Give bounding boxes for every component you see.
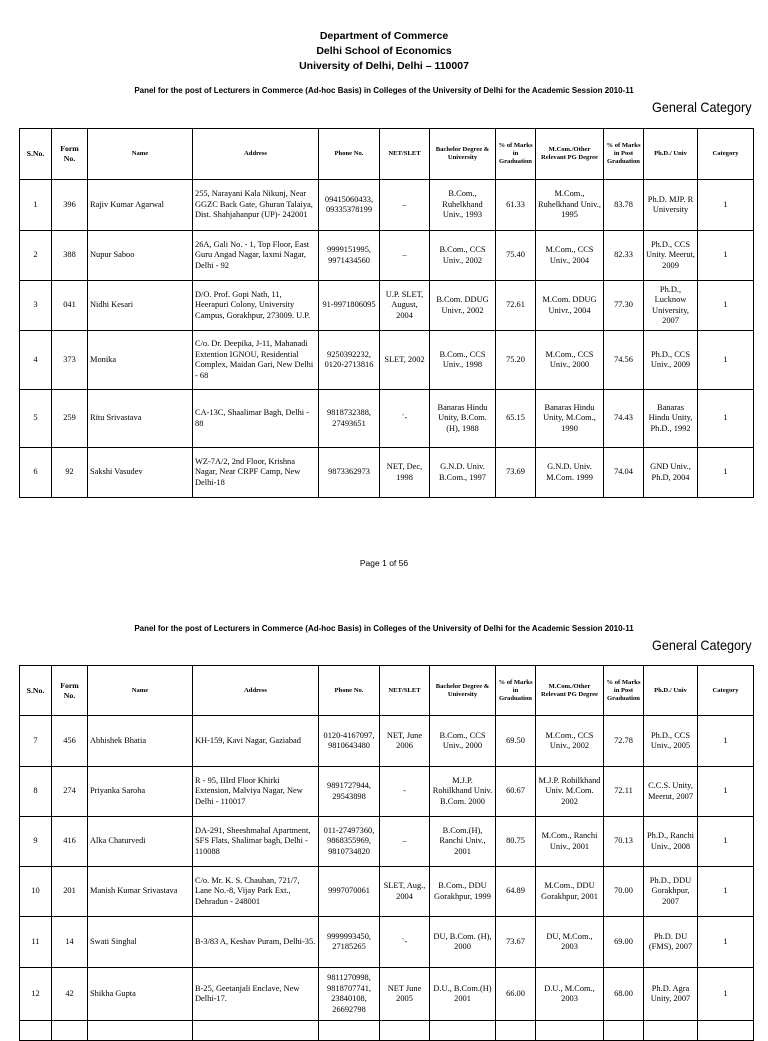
col-grad-marks-cell: 75.20: [496, 331, 536, 390]
col-grad-marks-cell: 60.67: [496, 767, 536, 817]
col-form-no-cell: 396: [52, 180, 88, 231]
candidates-table: [19, 128, 754, 498]
col-category-cell: 1: [698, 390, 754, 448]
col-form-no-cell: 388: [52, 231, 88, 281]
col-pg-degree-cell: M.Com., CCS Univ., 2004: [536, 231, 604, 281]
col-pg-degree-header: M.Com./Other Relevant PG Degree: [536, 129, 604, 180]
col-phone-cell: 9873362973: [319, 448, 380, 498]
col-sno-cell: 1: [20, 180, 52, 231]
col-phone-cell: 9891727944, 29543898: [319, 767, 380, 817]
col-grad-marks-cell: 80.75: [496, 817, 536, 867]
col-category-cell: 1: [698, 917, 754, 968]
col-pg-marks-cell: 74.56: [604, 331, 644, 390]
col-name-cell: Monika: [88, 331, 193, 390]
col-name-cell: Abhishek Bhatia: [88, 716, 193, 767]
col-name-header: Name: [88, 666, 193, 716]
table-row: [20, 180, 754, 231]
department-name: Department of Commerce: [319, 30, 449, 42]
col-grad-marks-cell: 65.15: [496, 390, 536, 448]
col-name-cell: Priyanka Saroha: [88, 767, 193, 817]
col-bachelor-cell: B.Com., CCS Univ., 1998: [430, 331, 496, 390]
col-form-no-cell: 92: [52, 448, 88, 498]
col-form-no-header: Form No.: [52, 666, 88, 716]
col-sno-cell: 7: [20, 716, 52, 767]
col-phd-cell: Ph.D., CCS Univ., 2005: [644, 716, 698, 767]
col-grad-marks-cell: 73.67: [496, 917, 536, 968]
col-pg-degree-cell: Banaras Hindu Unity, M.Com., 1990: [536, 390, 604, 448]
category-label: General Category: [652, 637, 752, 653]
col-address-cell: CA-13C, Shaalimar Bagh, Delhi - 88: [193, 390, 319, 448]
col-phd-cell: Ph.D., CCS Unity. Meerut, 2009: [644, 231, 698, 281]
page-number: Page 1 of 56: [359, 558, 409, 568]
col-phd-header: Ph.D./ Univ: [644, 666, 698, 716]
col-category-cell: 1: [698, 331, 754, 390]
col-name-header: Name: [88, 129, 193, 180]
col-bachelor-cell: B.Com., Ruhelkhand Univ., 1993: [430, 180, 496, 231]
col-net-slet-cell: –: [380, 231, 430, 281]
col-pg-marks-cell: 72.78: [604, 716, 644, 767]
col-address-cell: DA-291, Sheeshmahal Apartment, SFS Flats, Shalimar bagh, Delhi - 110088: [193, 817, 319, 867]
col-address-cell: WZ-7A/2, 2nd Floor, Krishna Nagar, Near CRPF Camp, New Delhi-18: [193, 448, 319, 498]
col-phone-cell: 0120-4167097, 9810643480: [319, 716, 380, 767]
col-sno-cell: 6: [20, 448, 52, 498]
col-name-cell: Shikha Gupta: [88, 968, 193, 1021]
university-name: University of Delhi, Delhi – 110007: [299, 60, 469, 72]
col-phone-cell: 09415060433, 09335378199: [319, 180, 380, 231]
col-grad-marks-cell: 66.00: [496, 968, 536, 1021]
col-phd-header: Ph.D./ Univ: [644, 129, 698, 180]
col-category-cell: 1: [698, 716, 754, 767]
col-pg-degree-cell: M.Com., Ruhelkhand Univ., 1995: [536, 180, 604, 231]
col-name-cell: Sakshi Vasudev: [88, 448, 193, 498]
table-header-row: [20, 129, 754, 180]
col-category-header: Category: [698, 666, 754, 716]
col-net-slet-cell: U.P. SLET, August, 2004: [380, 281, 430, 331]
col-sno-cell: 4: [20, 331, 52, 390]
col-category-cell: 1: [698, 767, 754, 817]
col-form-no-cell: 416: [52, 817, 88, 867]
col-phone-cell: 9250392232, 0120-2713816: [319, 331, 380, 390]
col-category-cell: 1: [698, 281, 754, 331]
col-bachelor-cell: B.Com.(H), Ranchi Univ., 2001: [430, 817, 496, 867]
table-row: [20, 331, 754, 390]
col-phone-cell: 9997070061: [319, 867, 380, 917]
col-pg-marks-cell: 83.78: [604, 180, 644, 231]
col-phone-cell: 91-9971806095: [319, 281, 380, 331]
col-pg-marks-header: % of Marks in Post Graduation: [604, 129, 644, 180]
col-net-slet-header: NET/SLET: [380, 129, 430, 180]
col-grad-marks-header: % of Marks in Graduation: [496, 666, 536, 716]
col-grad-marks-cell: 69.50: [496, 716, 536, 767]
col-sno-cell: 8: [20, 767, 52, 817]
col-pg-marks-cell: 70.00: [604, 867, 644, 917]
col-net-slet-cell: `-: [380, 390, 430, 448]
col-phd-cell: Ph.D., CCS Univ., 2009: [644, 331, 698, 390]
col-bachelor-cell: Banaras Hindu Unity, B.Com. (H), 1988: [430, 390, 496, 448]
col-category-cell: 1: [698, 817, 754, 867]
category-label: General Category: [652, 99, 752, 115]
col-net-slet-cell: -: [380, 767, 430, 817]
col-pg-degree-header: M.Com./Other Relevant PG Degree: [536, 666, 604, 716]
col-phd-cell: Banaras Hindu Unity, Ph.D., 1992: [644, 390, 698, 448]
col-address-cell: C/o. Dr. Deepika, J-11, Mahanadi Extention IGNOU, Residential Complex, Maidan Gari, New Delhi - 68: [193, 331, 319, 390]
col-pg-marks-header: % of Marks in Post Graduation: [604, 666, 644, 716]
table-header-row: [20, 666, 754, 716]
col-phone-header: Phone No.: [319, 666, 380, 716]
col-name-cell: Swati Singhal: [88, 917, 193, 968]
col-sno-cell: 5: [20, 390, 52, 448]
table-row: [20, 281, 754, 331]
col-pg-degree-cell: DU, M.Com., 2003: [536, 917, 604, 968]
col-address-cell: R - 95, IIIrd Floor Khirki Extension, Malviya Nagar, New Delhi - 110017: [193, 767, 319, 817]
col-bachelor-cell: M.J.P. Rohilkhand Univ. B.Com. 2000: [430, 767, 496, 817]
col-phd-cell: Ph.D., Ranchi Univ., 2008: [644, 817, 698, 867]
col-phd-cell: Ph.D., DDU Gorakhpur, 2007: [644, 867, 698, 917]
col-form-no-cell: 259: [52, 390, 88, 448]
col-form-no-cell: 373: [52, 331, 88, 390]
col-bachelor-cell: D.U., B.Com.(H) 2001: [430, 968, 496, 1021]
col-pg-marks-cell: 82.33: [604, 231, 644, 281]
col-net-slet-cell: –: [380, 817, 430, 867]
col-phone-header: Phone No.: [319, 129, 380, 180]
col-bachelor-cell: B.Com. DDUG Univr., 2002: [430, 281, 496, 331]
col-form-no-cell: 456: [52, 716, 88, 767]
col-category-header: Category: [698, 129, 754, 180]
col-net-slet-cell: SLET, 2002: [380, 331, 430, 390]
col-sno-cell: 10: [20, 867, 52, 917]
col-grad-marks-cell: 75.40: [496, 231, 536, 281]
candidates-table: [19, 665, 754, 1041]
col-phd-cell: Ph.D. MJP. R University: [644, 180, 698, 231]
panel-title: Panel for the post of Lecturers in Commerce (Ad-hoc Basis) in Colleges of the University of Delhi for the Academic Session 2010-11: [134, 623, 634, 633]
table-row: [20, 390, 754, 448]
col-pg-degree-cell: M.Com. DDUG Univr., 2004: [536, 281, 604, 331]
col-phd-cell: Ph.D. DU (FMS), 2007: [644, 917, 698, 968]
col-phone-cell: 9999993450, 27185265: [319, 917, 380, 968]
col-net-slet-cell: NET, Dec, 1998: [380, 448, 430, 498]
table-row: [20, 968, 754, 1021]
col-phone-cell: 9818732388, 27493651: [319, 390, 380, 448]
col-phd-cell: GND Univ., Ph.D, 2004: [644, 448, 698, 498]
department-header: [0, 29, 768, 74]
col-bachelor-cell: DU, B.Com. (H), 2000: [430, 917, 496, 968]
col-category-cell: 1: [698, 448, 754, 498]
col-form-no-cell: 201: [52, 867, 88, 917]
col-address-cell: 255, Narayani Kala Nikunj, Near GGZC Back Gate, Ghuran Talaiya, Dist. Shahjahanpur (UP)- 242001: [193, 180, 319, 231]
col-sno-cell: 11: [20, 917, 52, 968]
col-sno-cell: 3: [20, 281, 52, 331]
col-net-slet-cell: `-: [380, 917, 430, 968]
table-row: [20, 231, 754, 281]
col-form-no-header: Form No.: [52, 129, 88, 180]
col-name-cell: Rajiv Kumar Agarwal: [88, 180, 193, 231]
col-address-cell: C/o. Mr. K. S. Chauhan, 721/7, Lane No.-8, Vijay Park Ext., Dehradun - 248001: [193, 867, 319, 917]
col-grad-marks-cell: 72.61: [496, 281, 536, 331]
col-net-slet-header: NET/SLET: [380, 666, 430, 716]
col-bachelor-cell: B.Com., DDU Gorakhpur, 1999: [430, 867, 496, 917]
col-pg-marks-cell: 74.04: [604, 448, 644, 498]
col-pg-degree-cell: G.N.D. Univ. M.Com. 1999: [536, 448, 604, 498]
col-sno-cell: 2: [20, 231, 52, 281]
col-category-cell: 1: [698, 867, 754, 917]
col-pg-marks-cell: 74.43: [604, 390, 644, 448]
col-net-slet-cell: NET, June 2006: [380, 716, 430, 767]
col-sno-header: S.No.: [20, 129, 52, 180]
col-form-no-cell: 14: [52, 917, 88, 968]
col-sno-header: S.No.: [20, 666, 52, 716]
col-address-header: Address: [193, 666, 319, 716]
panel-title: Panel for the post of Lecturers in Commerce (Ad-hoc Basis) in Colleges of the University of Delhi for the Academic Session 2010-11: [134, 85, 634, 95]
col-pg-marks-cell: 70.13: [604, 817, 644, 867]
col-net-slet-cell: –: [380, 180, 430, 231]
col-sno-cell: 9: [20, 817, 52, 867]
col-pg-degree-cell: M.Com., CCS Univ., 2000: [536, 331, 604, 390]
col-bachelor-header: Bachelor Degree & University: [430, 129, 496, 180]
col-grad-marks-header: % of Marks in Graduation: [496, 129, 536, 180]
col-phd-cell: Ph.D. Agra Unity, 2007: [644, 968, 698, 1021]
col-name-cell: Nidhi Kesari: [88, 281, 193, 331]
col-bachelor-header: Bachelor Degree & University: [430, 666, 496, 716]
col-phd-cell: C.C.S. Unity, Meerut, 2007: [644, 767, 698, 817]
col-pg-degree-cell: M.Com., CCS Univ., 2002: [536, 716, 604, 767]
col-address-cell: B-3/83 A, Keshav Puram, Delhi-35.: [193, 917, 319, 968]
col-address-header: Address: [193, 129, 319, 180]
col-pg-marks-cell: 69.00: [604, 917, 644, 968]
col-pg-degree-cell: M.J.P. Rohilkhand Univ. M.Com. 2002: [536, 767, 604, 817]
col-phone-cell: 9999151995, 9971434560: [319, 231, 380, 281]
col-phd-cell: Ph.D., Lucknow University, 2007: [644, 281, 698, 331]
col-name-cell: Nupur Saboo: [88, 231, 193, 281]
col-grad-marks-cell: 64.89: [496, 867, 536, 917]
col-net-slet-cell: SLET, Aug., 2004: [380, 867, 430, 917]
col-bachelor-cell: B.Com., CCS Univ., 2002: [430, 231, 496, 281]
col-grad-marks-cell: 73.69: [496, 448, 536, 498]
table-row: [20, 448, 754, 498]
table-row: [20, 867, 754, 917]
table-row: [20, 917, 754, 968]
col-pg-marks-cell: 68.00: [604, 968, 644, 1021]
col-form-no-cell: 42: [52, 968, 88, 1021]
col-name-cell: Alka Chaturvedi: [88, 817, 193, 867]
col-category-cell: 1: [698, 231, 754, 281]
col-pg-marks-cell: 77.30: [604, 281, 644, 331]
col-form-no-cell: 041: [52, 281, 88, 331]
col-name-cell: Ritu Srivastava: [88, 390, 193, 448]
col-category-cell: 1: [698, 180, 754, 231]
col-address-cell: KH-159, Kavi Nagar, Gaziabad: [193, 716, 319, 767]
col-bachelor-cell: G.N.D. Univ. B.Com., 1997: [430, 448, 496, 498]
col-name-cell: Manish Kumar Srivastava: [88, 867, 193, 917]
col-pg-degree-cell: D.U., M.Com., 2003: [536, 968, 604, 1021]
col-pg-degree-cell: M.Com., DDU Gorakhpur, 2001: [536, 867, 604, 917]
col-address-cell: D/O. Prof. Gopi Nath, 11, Heerapuri Colony, University Campus, Gorakhpur, 273009. U.P.: [193, 281, 319, 331]
col-pg-degree-cell: M.Com., Ranchi Univ., 2001: [536, 817, 604, 867]
table-row: [20, 817, 754, 867]
col-address-cell: B-25, Geetanjali Enclave, New Delhi-17.: [193, 968, 319, 1021]
col-phone-cell: 011-27497360, 9868355969, 9810734820: [319, 817, 380, 867]
col-pg-marks-cell: 72.11: [604, 767, 644, 817]
col-bachelor-cell: B.Com., CCS Univ., 2000: [430, 716, 496, 767]
col-net-slet-cell: NET June 2005: [380, 968, 430, 1021]
school-name: Delhi School of Economics: [316, 45, 452, 57]
col-grad-marks-cell: 61.33: [496, 180, 536, 231]
table-row: [20, 767, 754, 817]
col-category-cell: 1: [698, 968, 754, 1021]
col-sno-cell: 12: [20, 968, 52, 1021]
col-form-no-cell: 274: [52, 767, 88, 817]
col-phone-cell: 9811270998, 9818707741, 23840108, 26692798: [319, 968, 380, 1021]
col-address-cell: 26A, Gali No. - 1, Top Floor, East Guru Angad Nagar, laxmi Nagar, Delhi - 92: [193, 231, 319, 281]
table-row: [20, 716, 754, 767]
